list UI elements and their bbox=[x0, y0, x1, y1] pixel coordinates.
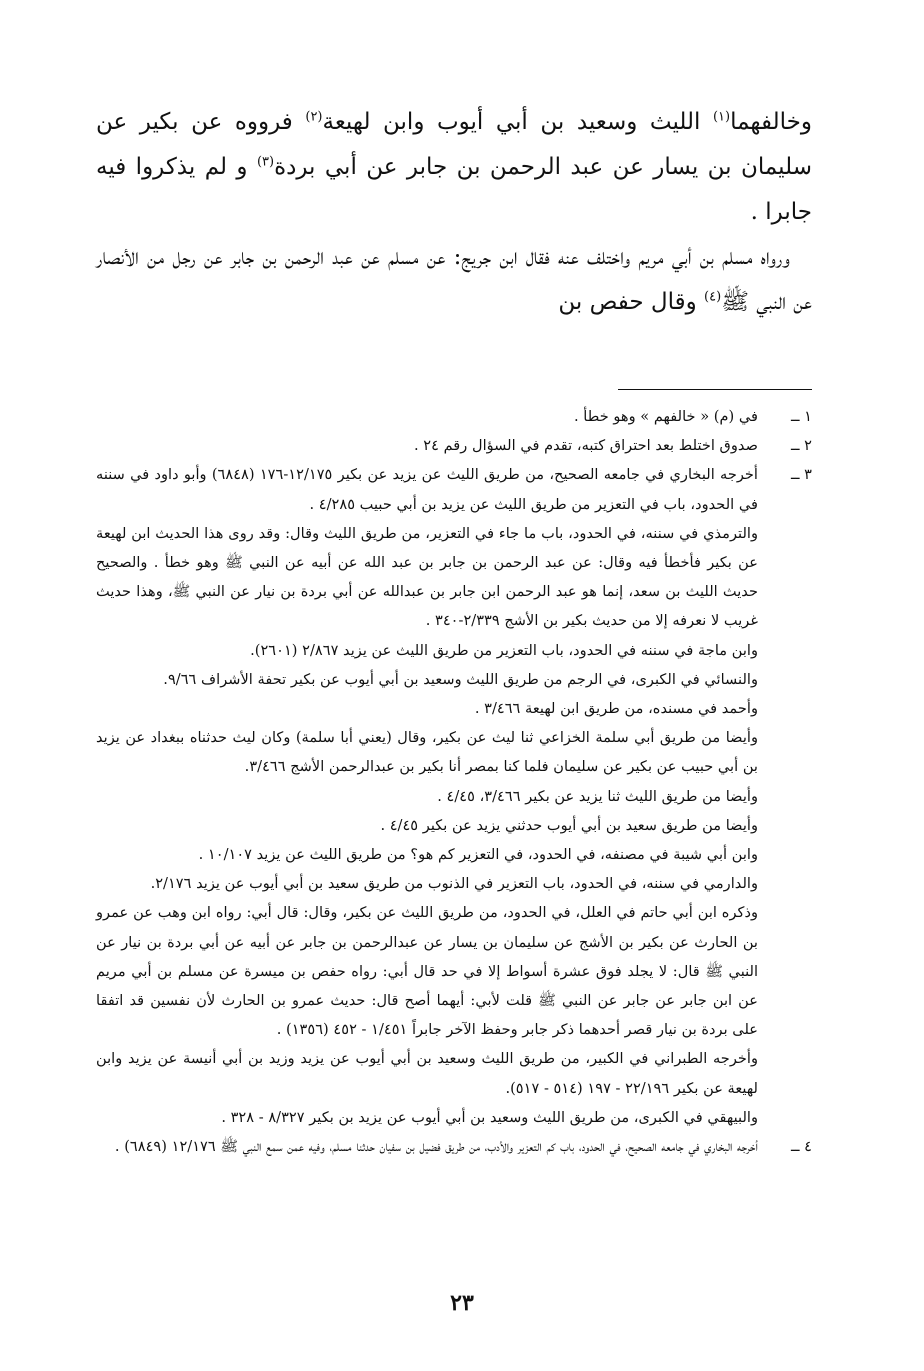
footnote-paragraph: وذكره ابن أبي حاتم في العلل، في الحدود، من طريق الليث عن بكير، وقال: قال أبي: رواه ابن وهب عن عمرو بن الحارث عن بكير بن الأشج عن سليمان بن يسار عن عبدالرحمن بن جابر عن أبيه عن أبي بردة بن نيار عن النبي ﷺ قال: لا يجلد فوق عشرة أسواط إلا في حد قال أبي: رواه حفص بن ميسرة عن مسلم بن أبي مريم عن ابن جابر عن جابر عن النبي ﷺ قلت لأبي: أيهما أصح قال: حديث عمرو بن الحارث لأن نفسين قد اتفقا على بردة بن نيار قصر أحدهما ذكر جابر وحفظ الآخر جابراً ١/٤٥١ - ٤٥٢ (١٣٥٦) . bbox=[96, 904, 758, 1039]
footnote-paragraph: والدارمي في سننه، في الحدود، باب التعزير في الذنوب من طريق سعيد بن أبي أيوب عن يزيد ٢/١٧٦. bbox=[150, 875, 758, 893]
footnotes bbox=[96, 402, 812, 1161]
footnote-ref[interactable]: (٤) bbox=[704, 289, 722, 305]
footnote-number: ١ ــ bbox=[790, 408, 812, 425]
footnote-paragraph: وابن ماجة في سننه في الحدود، باب التعزير من طريق الليث عن يزيد ٢/٨٦٧ (٢٦٠١). bbox=[250, 641, 758, 659]
footnote-paragraph: صدوق اختلط بعد احتراق كتبه، تقدم في السؤال رقم ٢٤ . bbox=[413, 437, 758, 455]
text-segment: وقال حفص بن bbox=[558, 289, 705, 315]
body-paragraph bbox=[96, 100, 812, 235]
text-segment: فرووه عن بكير عن سليمان بن يسار عن عبد الرحمن بن جابر عن أبي بردة bbox=[96, 109, 812, 180]
footnote-paragraph: وأحمد في مسنده، من طريق ابن لهيعة ٣/٤٦٦ . bbox=[474, 700, 758, 718]
footnote-paragraph: وأخرجه الطبراني في الكبير، من طريق الليث وسعيد بن أبي أيوب عن يزيد وزيد بن أبي أنيسة عن يزيد وابن لهيعة عن بكير ٢٢/١٩٦ - ١٩٧ (٥١٤ - ٥١٧). bbox=[96, 1050, 758, 1097]
footnote-ref[interactable]: (١) bbox=[712, 109, 731, 125]
text-segment: الليث وسعيد بن أبي أيوب وابن لهيعة bbox=[322, 109, 713, 135]
footnote-paragraph: أخرجه البخاري في جامعه الصحيح، في الحدود، باب كم التعزير والأدب، من طريق فضيل بن سفيان حدثنا مسلم، وفيه عمن سمع النبي ﷺ ١٢/١٧٦ (٦٨٤٩) . bbox=[114, 1138, 758, 1156]
footnote-number: ٣ ــ bbox=[790, 466, 812, 484]
footnote bbox=[96, 1132, 812, 1161]
footnote-paragraph: والترمذي في سننه، في الحدود، باب ما جاء في التعزير، من طريق الليث وقال: وقد روى هذا الحديث ابن لهيعة عن بكير فأخطأ فيه وقال: عن عبد الرحمن بن جابر بن عبد الله عن أبيه عن النبي ﷺ وهو خطأ . والصحيح حديث الليث بن سعد، إنما هو عبد الرحمن ابن جابر بن عبدالله عن أبي بردة بن نيار عن النبي ﷺ، وهذا حديث غريب لا نعرفه إلا من حديث بكير بن الأشج ٢/٣٣٩-٣٤٠ . bbox=[96, 524, 758, 630]
footnote-paragraph: وأيضا من طريق أبي سلمة الخزاعي ثنا ليث عن بكير، وقال (يعني أبا سلمة) وكان ليث حدثناه ببغداد عن يزيد بن أبي حبيب عن بكير عن سليمان فلما كنا بمصر أنا بكير بن عبدالرحمن الأشج ٣/٤٦٦. bbox=[96, 729, 758, 776]
footnote-separator bbox=[618, 389, 812, 390]
footnote-number: ٤ ــ bbox=[790, 1138, 812, 1156]
main-text bbox=[96, 100, 812, 325]
text-segment: و لم يذكروا فيه جابرا . bbox=[96, 154, 812, 225]
footnote bbox=[96, 402, 812, 431]
footnote-paragraph: في (م) « خالفهم » وهو خطأ . bbox=[574, 408, 758, 425]
footnote-ref[interactable]: (٣) bbox=[256, 154, 275, 170]
page-content bbox=[96, 100, 812, 1161]
footnote-paragraph: وأيضا من طريق الليث ثنا يزيد عن بكير ٣/٤٦٦، ٤/٤٥ . bbox=[437, 787, 758, 805]
footnote-paragraph: وابن أبي شيبة في مصنفه، في الحدود، في التعزير كم هو؟ من طريق الليث عن يزيد ١٠/١٠٧ . bbox=[198, 846, 758, 864]
footnote bbox=[96, 431, 812, 460]
body-paragraph bbox=[96, 235, 812, 325]
footnote-paragraph: والنسائي في الكبرى، في الرجم من طريق الليث وسعيد بن أبي أيوب عن بكير تحفة الأشراف ٩/٦٦. bbox=[163, 670, 758, 688]
page-number: ٢٣ bbox=[450, 1290, 474, 1316]
footnote-paragraph: أخرجه البخاري في جامعه الصحيح، من طريق الليث عن يزيد عن بكير ١٢/١٧٥-١٧٦ (٦٨٤٨) وأبو داود في سننه في الحدود، باب في التعزير من طريق الليث عن يزيد بن أبي حبيب ٤/٢٨٥ . bbox=[96, 466, 758, 513]
text-segment: ورواه مسلم بن أبي مريم واختلف عنه فقال ابن جريج: عن مسلم عن عبد الرحمن بن جابر عن رجل من الأنصار عن النبي ﷺ bbox=[96, 244, 812, 315]
footnote-paragraph: وأيضا من طريق سعيد بن أبي أيوب حدثني يزيد عن بكير ٤/٤٥ . bbox=[380, 816, 758, 834]
footnote-ref[interactable]: (٢) bbox=[305, 109, 323, 125]
footnote-paragraph: والبيهقي في الكبرى، من طريق الليث وسعيد بن أبي أيوب عن يزيد بن بكير ٨/٣٢٧ - ٣٢٨ . bbox=[221, 1108, 758, 1126]
footnote bbox=[96, 460, 812, 1132]
text-segment: وخالفهما bbox=[730, 109, 812, 135]
footnote-number: ٢ ــ bbox=[790, 437, 812, 455]
